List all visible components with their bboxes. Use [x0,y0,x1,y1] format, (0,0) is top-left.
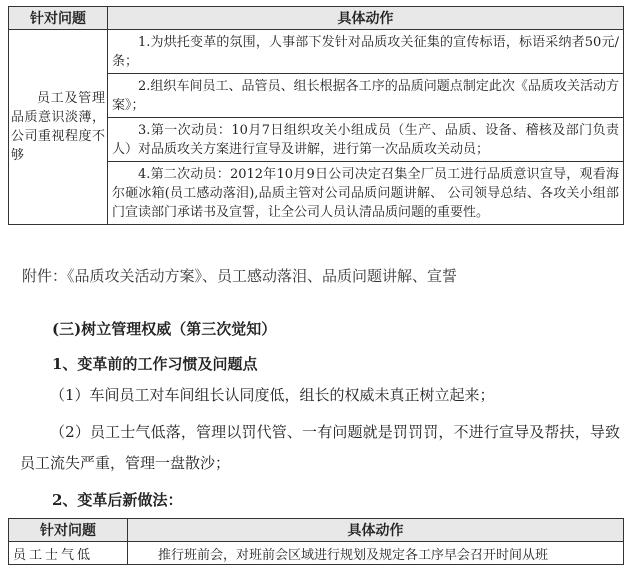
heading-before-change: 1、变革前的工作习惯及问题点 [52,355,258,373]
table1-issue-cell: 员工及管理品质意识淡薄，公司重视程度不够 [9,30,108,225]
section-3-title: (三)树立管理权威（第三次觉知） [52,320,277,338]
table1-header-action: 具体动作 [108,7,624,30]
table1-action-1: 1.为烘托变革的氛围，人事部下发针对品质攻关征集的宣传标语，标语采纳者50元/条； [108,30,624,74]
table1-action-3: 3.第一次动员：10月7日组织攻关小组成员（生产、品质、设备、稽核及部门负责人）对品质攻关方案进行宣导及讲解，进行第一次品质攻关动员； [108,118,624,162]
table1-action-2: 2.组织车间员工、品管员、组长根据各工序的品质问题点制定此次《品质攻关活动方案》； [108,74,624,118]
problem-paragraph-2: （2）员工士气低落，管理以罚代管、一有问题就是罚罚罚，不进行宣导及帮扶，导致员工流失严重，管理一盘散沙； [20,423,620,472]
table2-action-cell: 推行班前会，对班前会区域进行规划及规定各工序早会召开时间从班 [128,542,624,565]
table1-header-issue: 针对问题 [9,7,108,30]
action-table-2 [8,518,624,565]
action-table-1 [8,6,624,225]
table2-header-action: 具体动作 [128,519,624,542]
attachment-line: 附件：《品质攻关活动方案》、员工感动落泪、品质问题讲解、宣誓 [22,267,458,285]
table1-action-4: 4.第二次动员：2012年10月9日公司决定召集全厂员工进行品质意识宣导，观看海尔砸冰箱(员工感动落泪),品质主管对公司品质问题讲解、 公司领导总结、各攻关小组部门宣读部门承诺书及宣誓，让全公司人员认清品质问题的重要性。 [108,162,624,225]
table2-issue-cell: 员工士气低 [9,542,128,565]
problem-paragraph-1: （1）车间员工对车间组长认同度低，组长的权威未真正树立起来； [50,386,495,404]
heading-new-practice: 2、变革后新做法： [52,491,183,509]
table2-header-issue: 针对问题 [9,519,128,542]
